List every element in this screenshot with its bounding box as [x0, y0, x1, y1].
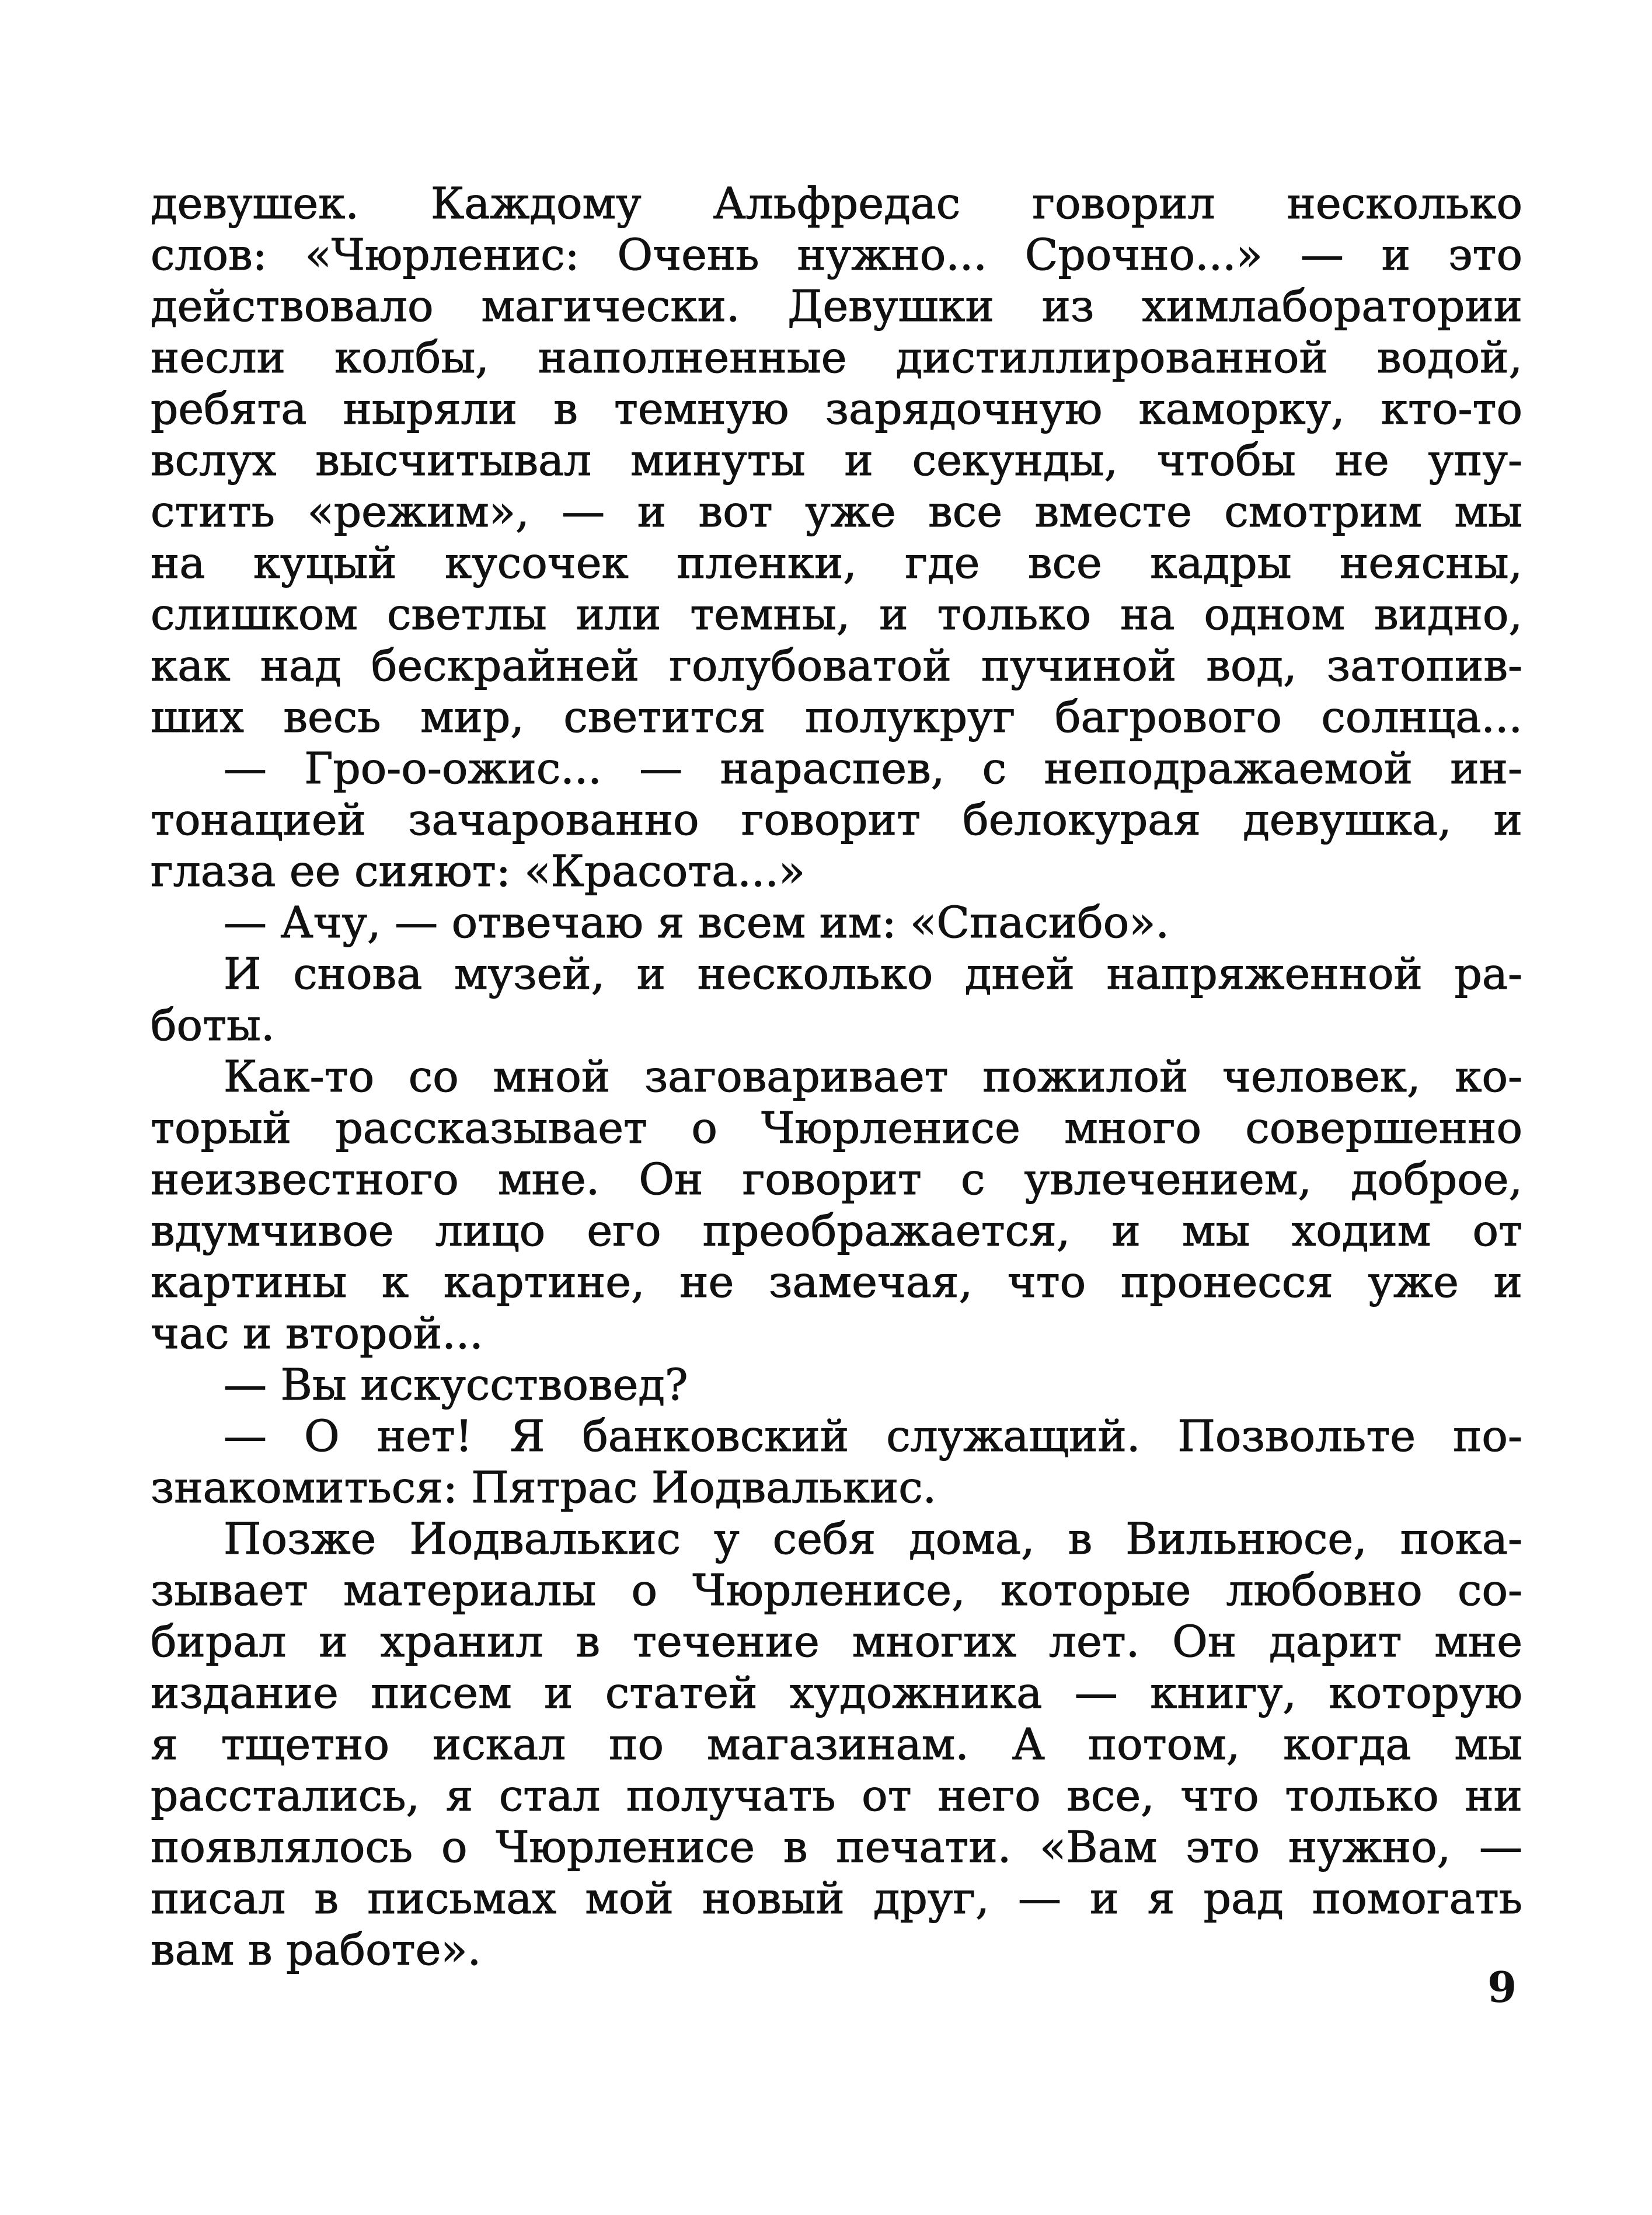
text-line: торый рассказывает о Чюрленисе много совершенно	[151, 1103, 1522, 1153]
text-line: неизвестного мне. Он говорит с увлечением, доброе,	[151, 1154, 1522, 1205]
text-line: И снова музей, и несколько дней напряженной ра-	[224, 949, 1522, 999]
text-line: вам в работе».	[151, 1925, 482, 1975]
text-line: зывает материалы о Чюрленисе, которые любовно со-	[151, 1565, 1522, 1616]
text-line: я тщетно искал по магазинам. А потом, когда мы	[151, 1719, 1522, 1770]
text-line: девушек. Каждому Альфредас говорил несколько	[151, 179, 1522, 229]
text-line: вдумчивое лицо его преображается, и мы ходим от	[151, 1206, 1522, 1256]
text-line: бирал и хранил в течение многих лет. Он дарит мне	[151, 1617, 1522, 1667]
text-line: появлялось о Чюрленисе в печати. «Вам это нужно, —	[151, 1822, 1522, 1872]
text-line: картины к картине, не замечая, что пронесся уже и	[151, 1257, 1522, 1307]
text-line: час и второй...	[151, 1309, 483, 1359]
text-line: глаза ее сияют: «Красота...»	[151, 846, 806, 897]
text-line: — О нет! Я банковский служащий. Позвольте по-	[224, 1411, 1522, 1461]
text-line: Как-то со мной заговаривает пожилой человек, ко-	[224, 1052, 1522, 1102]
text-line: издание писем и статей художника — книгу, которую	[151, 1668, 1522, 1718]
text-line: действовало магически. Девушки из химлаборатории	[151, 281, 1522, 332]
page-number: 9	[1487, 1962, 1517, 2012]
text-line: тонацией зачарованно говорит белокурая девушка, и	[151, 795, 1522, 845]
text-line: слов: «Чюрленис: Очень нужно... Срочно...» — и это	[151, 230, 1522, 280]
text-line: — Гро-о-ожис... — нараспев, с неподражаемой ин-	[224, 744, 1522, 794]
text-line: ребята ныряли в темную зарядочную каморку, кто-то	[151, 384, 1522, 434]
text-line: Позже Иодвалькис у себя дома, в Вильнюсе, пока-	[224, 1514, 1522, 1564]
text-line: как над бескрайней голубоватой пучиной вод, затопив-	[151, 641, 1522, 691]
text-line: несли колбы, наполненные дистиллированной водой,	[151, 333, 1522, 383]
text-line: слишком светлы или темны, и только на одном видно,	[151, 589, 1522, 640]
body-text	[151, 178, 1522, 1976]
text-line: расстались, я стал получать от него все, что только ни	[151, 1771, 1522, 1821]
text-line: на куцый кусочек пленки, где все кадры неясны,	[151, 538, 1522, 588]
text-line: боты.	[151, 1000, 275, 1051]
text-line: стить «режим», — и вот уже все вместе смотрим мы	[151, 487, 1522, 537]
text-line: — Ачу, — отвечаю я всем им: «Спасибо».	[224, 898, 1170, 948]
text-line: — Вы искусствовед?	[224, 1360, 688, 1410]
text-line: вслух высчитывал минуты и секунды, чтобы не упу-	[151, 435, 1522, 486]
text-line: знакомиться: Пятрас Иодвалькис.	[151, 1463, 937, 1513]
text-line: ших весь мир, светится полукруг багрового солнца...	[151, 692, 1522, 742]
text-line: писал в письмах мой новый друг, — и я рад помогать	[151, 1874, 1522, 1924]
